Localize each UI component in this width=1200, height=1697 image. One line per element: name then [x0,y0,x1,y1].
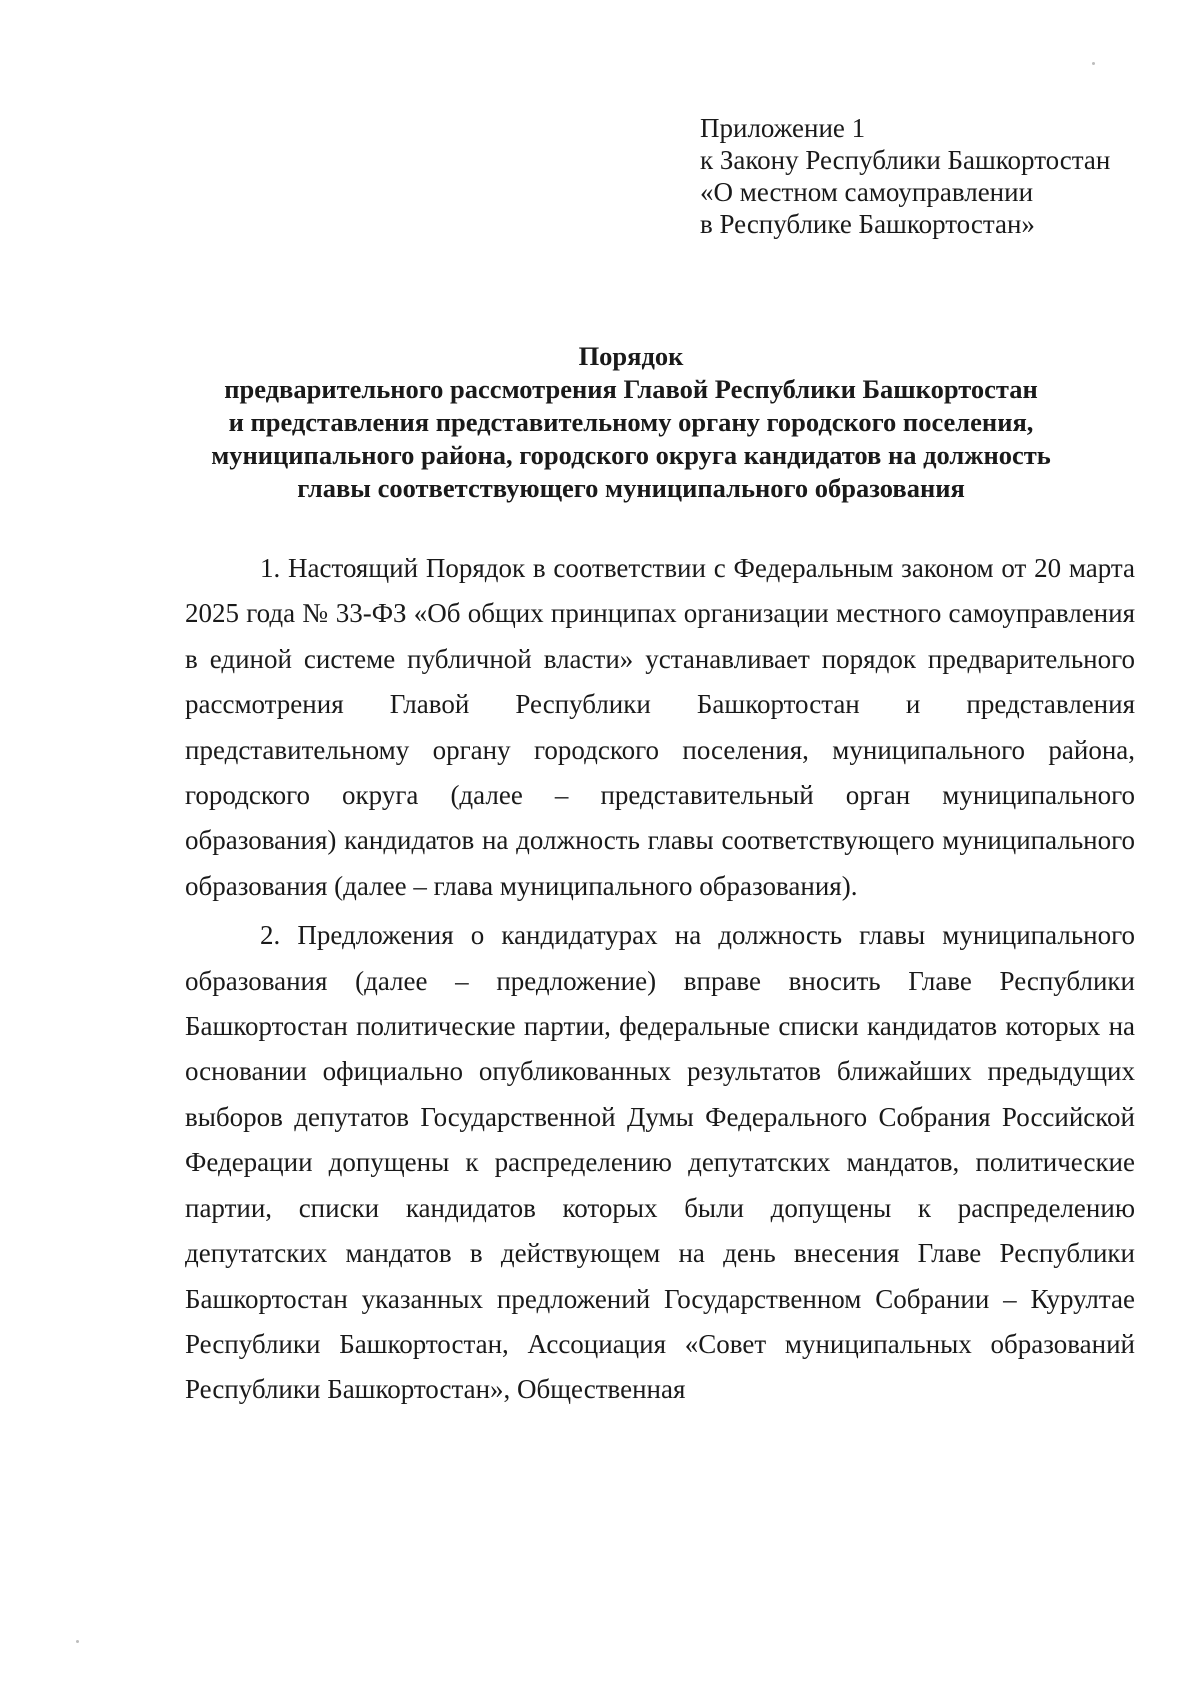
document-title [150,340,1112,505]
title-line: и представления представительному органу городского поселения, [228,407,1034,437]
title-line: предварительного рассмотрения Главой Республики Башкортостан [224,374,1038,404]
title-line: главы соответствующего муниципального образования [297,473,965,503]
paragraph-2: 2. Предложения о кандидатурах на должность главы муниципального образования (далее – предложение) вправе вносить Главе Республики Башкортостан политические партии, федеральные списки кандидатов которых на основании официально опубликованных результатов ближайших предыдущих выборов депутатов Государственной Думы Федерального Собрания Российской Федерации допущены к распределению депутатских мандатов, политические партии, списки кандидатов которых были допущены к распределению депутатских мандатов в действующем на день внесения Главе Республики Башкортостан указанных предложений Государственном Собрании – Курултае Республики Башкортостан, Ассоциация «Совет муниципальных образований Республики Башкортостан», Общественная [185,920,1135,1405]
appendix-line: к Закону Республики Башкортостан [700,145,1111,175]
title-line: муниципального района, городского округа кандидатов на должность [211,440,1051,470]
paragraph-1: 1. Настоящий Порядок в соответствии с Федеральным законом от 20 марта 2025 года № 33-ФЗ «Об общих принципах организации местного самоуправления в единой системе публичной власти» устанавливает порядок предварительного рассмотрения Главой Республики Башкортостан и представления представительному органу городского поселения, муниципального района, городского округа (далее – представительный орган муниципального образования) кандидатов на должность главы соответствующего муниципального образования (далее – глава муниципального образования). [185,553,1135,901]
scan-artifact [1092,62,1095,65]
appendix-line: Приложение 1 [700,113,866,143]
appendix-line: в Республике Башкортостан» [700,209,1035,239]
scan-artifact [76,1640,79,1643]
appendix-line: «О местном самоуправлении [700,177,1034,207]
document-body [185,546,1135,1413]
appendix-header [700,112,1110,240]
title-line: Порядок [578,341,684,371]
